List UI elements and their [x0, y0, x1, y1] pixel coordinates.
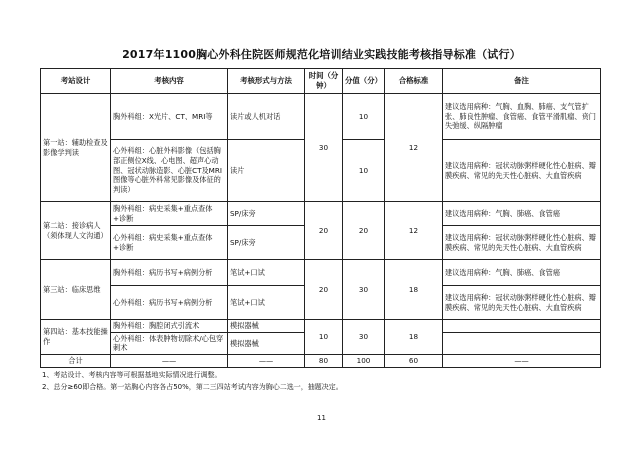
time-cell: 10	[305, 320, 343, 355]
content-cell: 胸外科组：病历书写+病例分析	[111, 260, 228, 286]
assessment-standard-table	[40, 68, 601, 368]
remark-cell: 建议选用病种：冠状动脉粥样硬化性心脏病、瓣膜疾病、常见的先天性心脏病、大血管疾病	[443, 140, 601, 202]
total-remark: ——	[443, 355, 601, 368]
total-time: 80	[305, 355, 343, 368]
pass-cell: 12	[385, 94, 443, 202]
format-cell: 读片	[228, 140, 305, 202]
table-row	[41, 94, 601, 140]
page-number: 11	[317, 414, 326, 422]
table-row	[41, 202, 601, 226]
format-cell: 笔试+口试	[228, 260, 305, 286]
remark-cell: 建议选用病种：冠状动脉粥样硬化性心脏病、瓣膜疾病、常见的先天性心脏病、大血管疾病	[443, 226, 601, 260]
total-pass: 60	[385, 355, 443, 368]
content-cell: 胸外科组：病史采集+重点查体+诊断	[111, 202, 228, 226]
note-line-1: 1、考站设计、考核内容等可根据基地实际情况进行调整。	[42, 371, 222, 379]
score-cell: 30	[343, 320, 385, 355]
content-cell: 心外科组：心脏外科影像（包括胸部正侧位X线、心电图、超声心动图、冠状动脉造影、心脏CT及MRI图像等心脏外科常见影像及体征的判读）	[111, 140, 228, 202]
pass-cell: 18	[385, 260, 443, 320]
format-cell: 笔试+口试	[228, 286, 305, 320]
header-pass: 合格标准	[385, 69, 443, 94]
header-row	[41, 69, 601, 94]
total-score: 100	[343, 355, 385, 368]
station-cell: 第三站：临床思维	[41, 260, 111, 320]
total-format: ——	[228, 355, 305, 368]
station-cell: 第二站：接诊病人（须体现人文沟通）	[41, 202, 111, 260]
content-cell: 心外科组：病史采集+重点查体+诊断	[111, 226, 228, 260]
header-station: 考站设计	[41, 69, 111, 94]
format-cell: SP/床旁	[228, 202, 305, 226]
station-cell: 第四站：基本技能操作	[41, 320, 111, 355]
score-cell: 10	[343, 140, 385, 202]
format-cell: 模拟器械	[228, 332, 305, 354]
score-cell: 30	[343, 260, 385, 320]
remark-cell: 建议选用病种：气胸、肺癌、食管癌	[443, 260, 601, 286]
pass-cell: 12	[385, 202, 443, 260]
time-cell: 20	[305, 260, 343, 320]
remark-cell: 建议选用病种：气胸、肺癌、食管癌	[443, 202, 601, 226]
total-row	[41, 355, 601, 368]
total-label: 合计	[41, 355, 111, 368]
format-cell: 读片或人机对话	[228, 94, 305, 140]
format-cell: SP/床旁	[228, 226, 305, 260]
content-cell: 胸外科组：X光片、CT、MRI等	[111, 94, 228, 140]
content-cell: 心外科组：病历书写+病例分析	[111, 286, 228, 320]
document-title: 2017年1100胸心外科住院医师规范化培训结业实践技能考核指导标准（试行）	[122, 48, 521, 61]
time-cell: 30	[305, 94, 343, 202]
content-cell: 心外科组：体表肿物切除术/心包穿刺术	[111, 332, 228, 354]
table-row	[41, 260, 601, 286]
header-format: 考核形式与方法	[228, 69, 305, 94]
remark-cell	[443, 332, 601, 354]
table-row	[41, 320, 601, 333]
header-remark: 备注	[443, 69, 601, 94]
pass-cell: 18	[385, 320, 443, 355]
header-time: 时间（分钟）	[305, 69, 343, 94]
header-score: 分值（分）	[343, 69, 385, 94]
header-content: 考核内容	[111, 69, 228, 94]
remark-cell	[443, 320, 601, 333]
score-cell: 10	[343, 94, 385, 140]
total-content: ——	[111, 355, 228, 368]
remark-cell: 建议选用病种：气胸、血胸、肺癌、支气管扩张、肺良性肿瘤、食管癌、食管平滑肌瘤、贲门失弛缓、纵隔肿瘤	[443, 94, 601, 140]
station-cell: 第一站：辅助检查及影像学判读	[41, 94, 111, 202]
remark-cell: 建议选用病种：冠状动脉粥样硬化性心脏病、瓣膜疾病、常见的先天性心脏病、大血管疾病	[443, 286, 601, 320]
content-cell: 胸外科组：胸腔闭式引流术	[111, 320, 228, 333]
score-cell: 20	[343, 202, 385, 260]
note-line-2: 2、总分≥60即合格。第一站胸心内容各占50%，第二三四站考试内容为胸心二选一，抽题决定。	[42, 383, 343, 391]
format-cell: 模拟器械	[228, 320, 305, 333]
time-cell: 20	[305, 202, 343, 260]
